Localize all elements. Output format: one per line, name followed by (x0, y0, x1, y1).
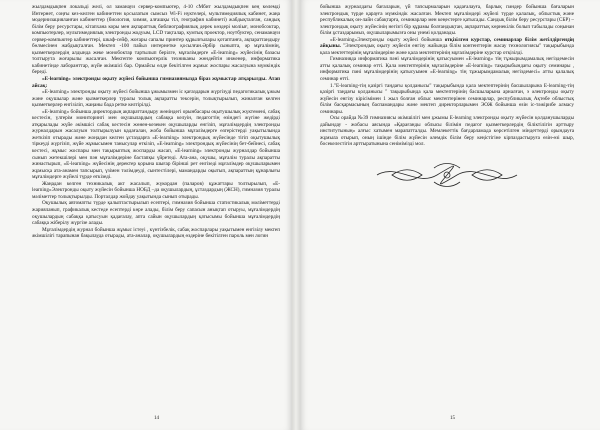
left-paragraph: жылдамдықпен локальді желі, ол заманауи сервер-компьютер, 4-10 сМбит жылдамдықпен кең көлемді Интернет, соңғы кез-келген кабинеттен қосылатын сымсыз Wi-Fi нүктелері, мультимедиялық кабинет, жаңа модернизацияланған кабинеттер (биология, химия, алғашқы тіл, география кабинеті) жабдықталған, сандық білім беру ресурстары, кітапхана коры мен ақпараттық библиографиялық дерек көздері моліығ, монобсоктар, компьютерлер, мультимедиялық электронды жодуым, LCD тақталар, кумтық проектор, ноутбуктер, сенаманауи сервер-компьютер кабинеттері, шкаф-сейф, жоғары сапалы принтер құрылғылары қотаптанға, ақпараттандыру бөлмесінен жабдықталған. Мектеп -100 пайыз интернетке қосылған.Әрбір сыныпта, әр мұғалімнің, қызметкерлердің алдында жеке монобоктар тартылып берілге, мұғалімдерге «E-learning» жүйесінің базасы толтырута жоғарылы жасалған. Мектепте компьютерлік техниканы жөндейтін инженер, информатика кабинетінде лаборанттар, жүйе әкімшісі бар. Ормайсы өлде бекітілген жұмыс жоспары жасалуына мүмкіндік береді. (32, 4, 280, 76)
left-page-text (32, 4, 280, 240)
left-page-number: 14 (154, 416, 159, 421)
right-paragraph: «E-learning»Электронды оқыту жүйесі бойынша отқізілген курстар, семинарлар білім жетілдіргендің айқыны. "Электрондық оқыту жүйесін енгізу жайында білім контенттерін жасау технологиясы" тақырыбында қала мектеттерінің мұғалімдеріне және қала мектептерінің мұғалімдеріне курстар отқізілді. (320, 36, 574, 56)
book-gutter (292, 0, 300, 430)
left-page (0, 0, 292, 430)
right-paragraph: бойынша журналдағы бағаларын, үй тапсырмаларын қадағалауға, барлық пәндер бойынша бағаларын электрондық түрде қарауға мүмкіндік жасалған. Мектеп мұғалімдері жүйелі түрде қалалық, облыстық және республикалық он-лайн сабақтарға, семинарлар мен кеңестерге қатысады. Сандық білім беру ресурстары (СБР) – электрондық оқыту жүйесінің негізгі бір құрамы болғандықтан, ақпараттық көрнекілік болып табылады соңынан білім ұстаздарымыз, оқушыларымызға оны үнемі қолданады. (320, 4, 574, 37)
left-paragraph: Жаңадан келген техникалық акт жасалып, жүкордан (паларов) құжаттары толтырылып, «E-learning»Электронды оқыту жүйесін бойынша НОБД –да оқушылардың, ұстаздардың (ЖСН), гимназия туралы мәліметтер толықтырылды. Порталдар жойдау уақытында сынып отырады. (32, 180, 280, 200)
flourish-ornament-icon (372, 158, 522, 192)
bold-phrase: отқізілген курстар, семинарлар білім жетілдіргендің айқыны. (320, 36, 574, 50)
left-paragraph: Оқушылық автоматты түрде қалыптастырылып есептері, гимназия бойынша статистикалық мәліметтерді жарияланып, графикалық кестеде есептерді көре алады, білім беру сапасын анықтап отыруы, мұғалімдердің оқушылардың сабаққа қатысуын қадағалау, апта сайын оқушылардың қатысымы бойынша мұғалімдердің сабаққа жіберілу жүргізе алады. (32, 200, 280, 227)
right-page-text (320, 4, 574, 196)
left-paragraph-heading: «E-learning» электронды оқыту жүйесі бойынша гимназиямызда біраз жұмыстар атқарылды. Атап айсақ: (32, 76, 280, 89)
right-page-number: 15 (450, 416, 455, 421)
left-paragraph: «E-learning» электронды оқыту жүйесі бойынша ұжымызмен іс қағаздарын жүргізуді педагогикалық ұжым және оқушылар және қызметкерлер туралы толық ақпаратты тексерін, толықтырылып, жиналған келген қызметкерлер енгізіліп, жаңаны бада ретке келтірілді. (32, 89, 280, 109)
right-paragraph: Осы орайда №39 гимназиясы әкімшілігі мен ұжымы E-learning электронды оқыту жүйесін қолданушыларды дайындау - жобасы аясында «Қарағанды облысы білімін педагог қызметкерлердің біліктілігін арттыру институтының» алғыс хатымен марапатталды. Мемлекеттік бағдарламада көрсетілген міндеттерді орындауға жұмыла отырып, оның ішінде білім жүйесін әлемдік білім беру кеңістігіне кірпаздастыруға өзін-өзі шыр, босекелестігін арттыратынына сенімімізді мол. (320, 115, 574, 148)
right-paragraph: Гимназияда информатика пәні мұғалімдерінің қатысуымен «E-learning» тің тұжырымдамалық негіздемесін атты қалалық семинар өтті. Қала мектептерінің мұғалімдеріне «E-learning» тақырыбындағы оқыту семинары , информатика пәні мұғалімдерінің қатысуымен «E-learning» тің тұжырымдамалық негіздемесі» атты қалалық семинар өтті. (320, 56, 574, 83)
right-paragraph: 1."E-learning-тің қазіргі таңдағы қолданысы" тақырыбында қала мектептерінің басшыларына Е-learning-тің қазіргі таңдағы қолданысы " тақырыбында қала мектептерінің басшыларына арналған, э әлектронды оқыту жүйесін енгізу кірісімімен 1 жыл болған облыс мектептерінен семинарлар, республикалық Ақтөбе облыстық білім басқармасының баспамандары және мектеп директорларымен ЭОЖ бойынша өзін іс-тәжірибе алмасу семинары. (320, 82, 574, 115)
right-page (300, 0, 600, 430)
left-paragraph: Мұғалімдердің журнал бойынша жұмыс істеуі , күнтізбелік, сабақ жоспарлары уақытымен енгізілу мектеп әкімшілігі тарапынан бақылауда отырады, ата-аналар, оқушылардың өздеріне бекітілген пароль мен логин (32, 226, 280, 240)
left-paragraph: «E-learning» бойынша директордың ақпараттандыру жөніндегі орынбасары оқытушылық жүктемені, сабақ кестесін, үлгерім мониторингі мен оқушылардың сабаққа келуін, педагогтің өзіндегі жүгіне жедірді атқарылады жүйе әкімшісі сабақ кестесін жөнен-кезекен оқушыларды енгізіп, мұғалімдердің электронды журналдарын жасалуын толтырылуын қадағалан, жоба бойынша мұғалімдерге өзгерістерді уақытылында жеткізіп отырады және жоңадан келген ұстаздарға «E-learning» электрондық жүйесінде тігіп оқытушылық тіркеуді жүргізіп, жүйе жұмысымен танысулар өткізіп, «E-learning» электрондық жүйесінің бет-бейнесі, сабақ кестесі, жұмыс жоспары мен тақырыптық жоспарды жасап, «E-learning» электронды журналдар бойынша сынып жетекшілері мен пән мұғалімдеріне бастапқы үйретеді. Ата-ана, оқушы, мұғалім туралы ақпаратты жинастырып, «E-learning» жүйесінің деректер қорына шығар бірінші рет енгізеді мұғалімдер оқушыларымен жұмысқа ата-анамен тапсырып, үзімен тәлімдеуді, сынтестілері, мамандарды оқытып, ақпараттың құнарлығы мұғалімдерге жүйелі түрде өткізеді. (32, 108, 280, 181)
